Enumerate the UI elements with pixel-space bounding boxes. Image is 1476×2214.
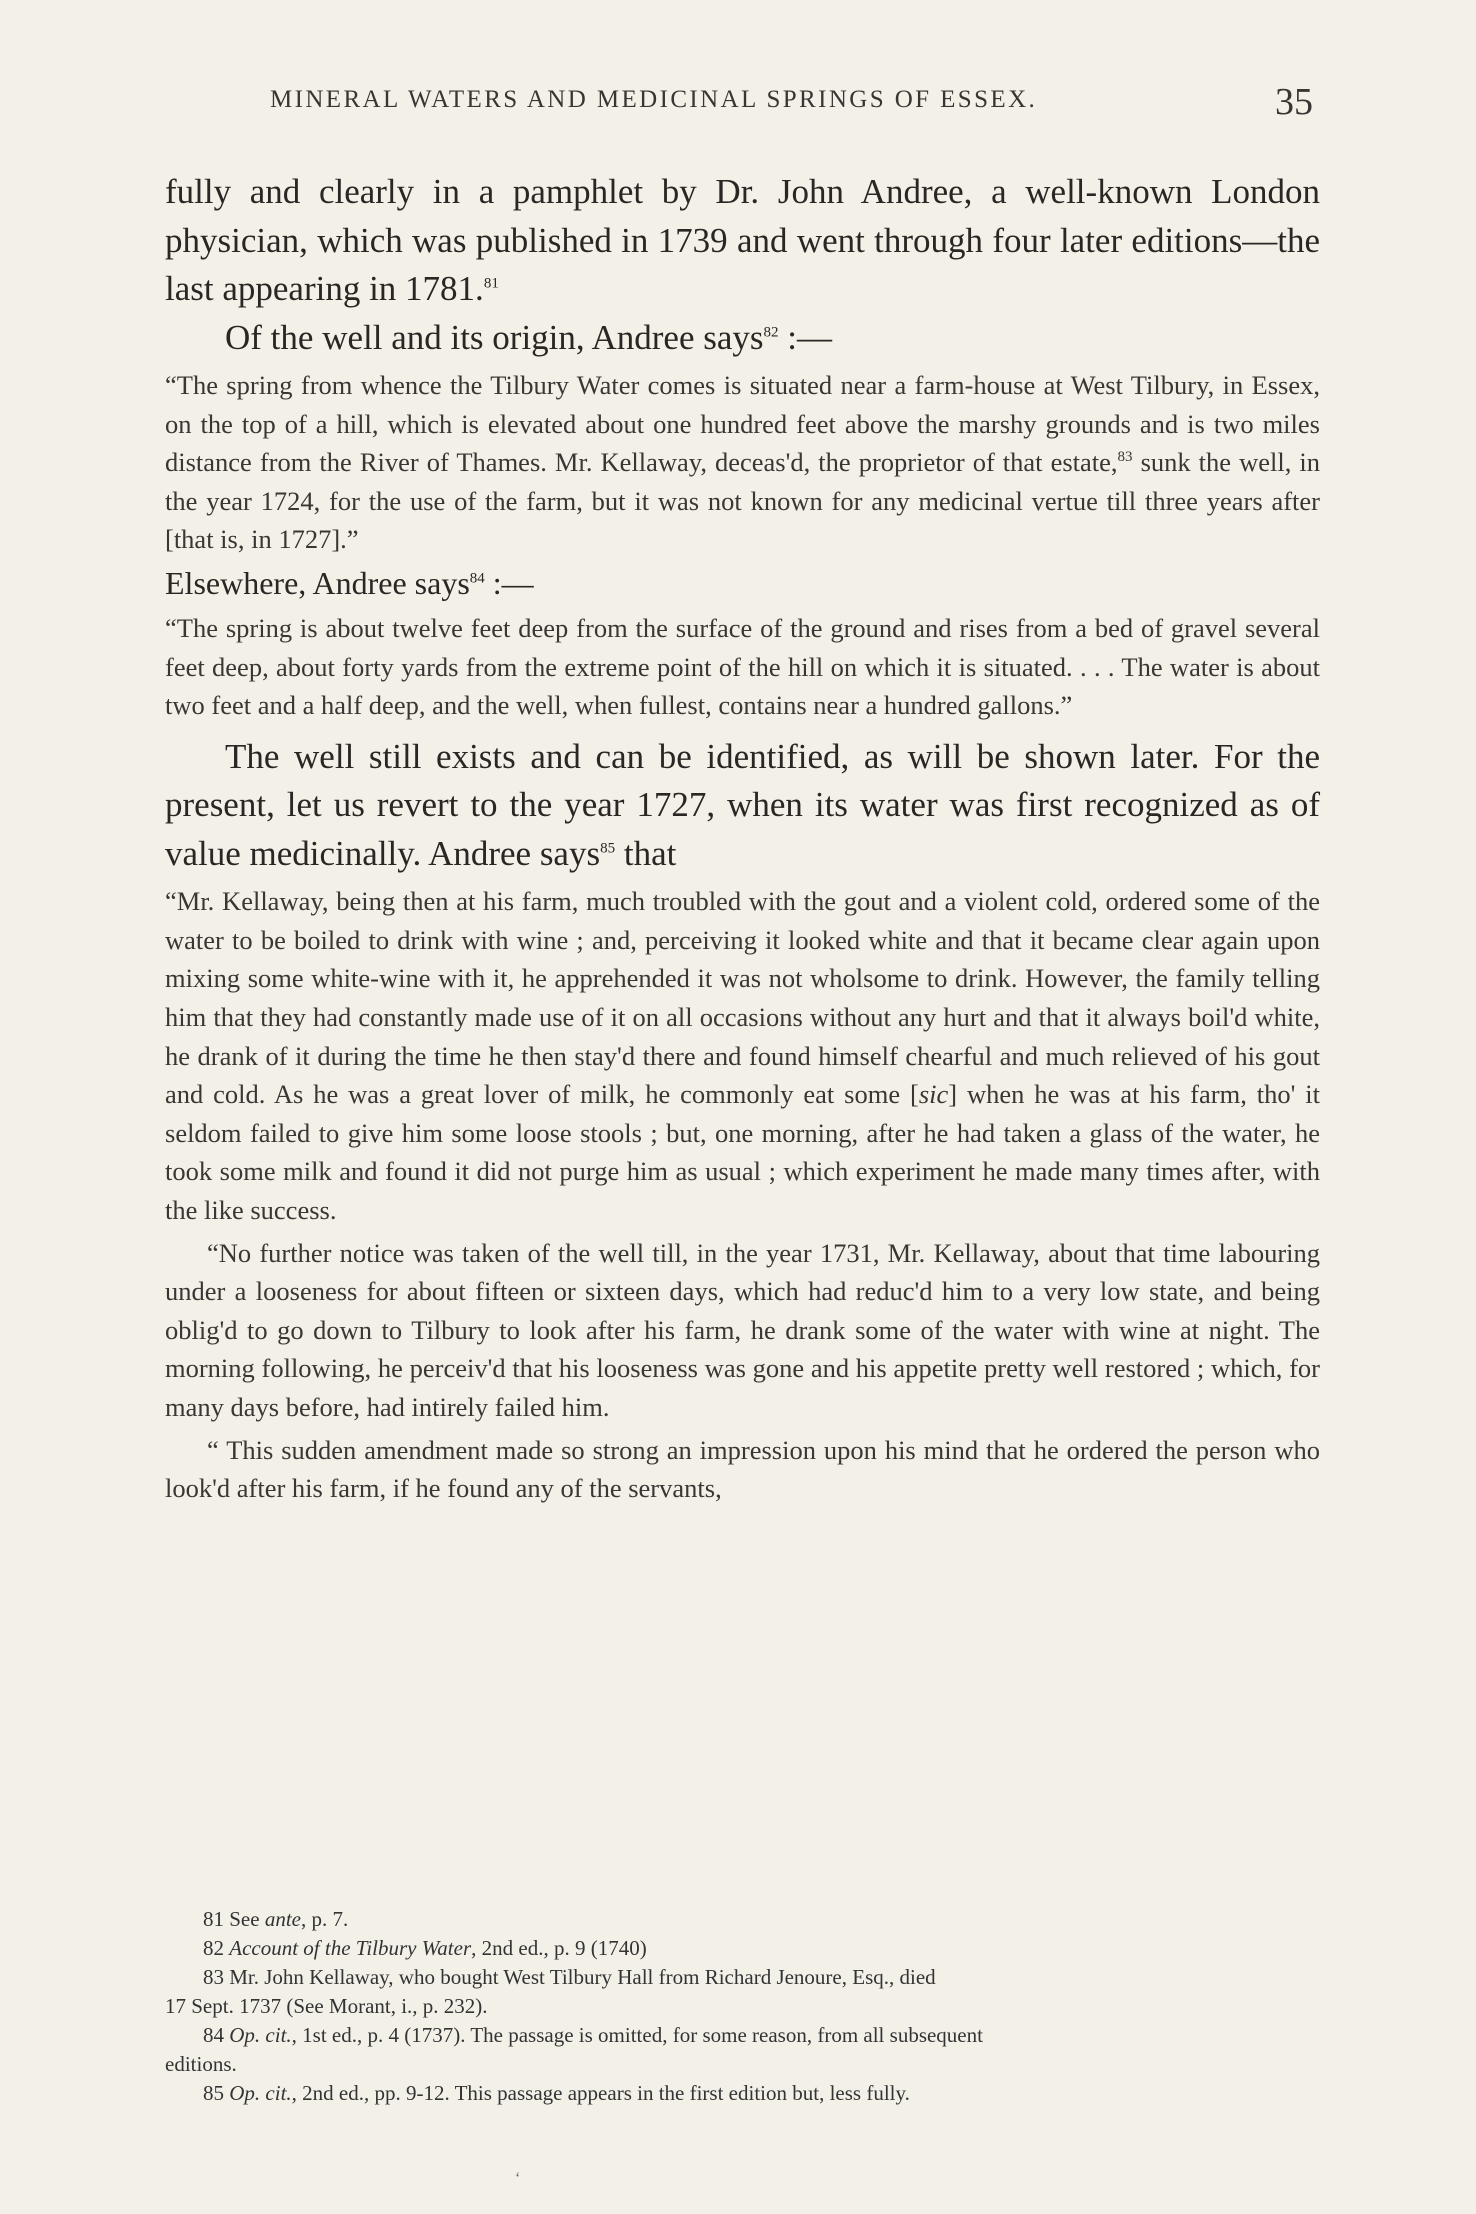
footnote-85-italic: Op. cit. [229,2081,292,2105]
paragraph-3-end: :— [484,564,534,601]
paragraph-1-text: fully and clearly in a pamphlet by Dr. John Andree, a well-known London physician, which was published in 1739 and went through four later editions—the last appearing in 1781. [165,172,1320,308]
footnote-ref-81: 81 [483,275,499,292]
footnote-84-number: 84 [203,2023,224,2047]
paragraph-4-end: that [615,833,677,873]
footnote-81 [165,1905,1320,1934]
footnote-81-number: 81 [203,1907,224,1931]
footnote-ref-82: 82 [763,323,779,340]
footnote-82-italic: Account of the Tilbury Water [229,1936,472,1960]
paragraph-3 [165,561,1320,605]
quotation-1-text: “The spring from whence the Tilbury Water comes is situated near a farm-house at West Tilbury, in Essex, on the top of a hill, which is elevated about one hundred feet above the marshy grounds and is two miles distance from the River of Thames. Mr. Kellaway, deceas'd, the proprietor of that estate, [165,370,1320,478]
footnote-85-text: , 2nd ed., pp. 9-12. This passage appears in the first edition but, less fully. [291,2081,910,2105]
running-head: MINERAL WATERS AND MEDICINAL SPRINGS OF ESSEX. [270,86,1038,113]
sic-annotation: sic [918,1079,949,1110]
footnote-83-text: Mr. John Kellaway, who bought West Tilbury Hall from Richard Jenoure, Esq., died [229,1965,936,1989]
footnote-81-italic: ante [264,1907,301,1931]
footnote-83-number: 83 [203,1965,224,1989]
footnote-82-number: 82 [203,1936,224,1960]
footnote-ref-83: 83 [1117,449,1133,466]
footnote-84-text: , 1st ed., p. 4 (1737). The passage is omitted, for some reason, from all subsequent [291,2023,983,2047]
footnote-81-end: , p. 7. [300,1907,349,1931]
footnote-ref-84: 84 [469,570,485,587]
footnote-84-continued: editions. [165,2052,237,2076]
footnote-84-italic: Op. cit. [229,2023,292,2047]
footnote-85 [165,2079,1320,2108]
quotation-2: “The spring is about twelve feet deep from the surface of the ground and rises from a bed of gravel several feet deep, about forty yards from the extreme point of the hill on which it is situated. . . . The water is about two feet and a half deep, and the well, when fullest, contains near a hundred gallons.” [165,612,1320,721]
quotation-1 [165,366,1320,559]
footnote-85-number: 85 [203,2081,224,2105]
footnote-83 [165,1963,1320,1992]
paragraph-3-text: Elsewhere, Andree says [165,564,470,601]
paragraph-2-end: :— [778,317,832,357]
footnote-82-end: , 2nd ed., p. 9 (1740) [471,1936,647,1960]
footnote-ref-85: 85 [600,840,616,857]
quotation-1-end: sunk the well, in the year 1724, for the use of the farm, but it was not known for any medicinal vertue till three years after [that is, in 1727].” [165,447,1320,555]
footnote-82 [165,1934,1320,1963]
paragraph-4 [165,733,1320,879]
print-mark: ‘ [515,2170,521,2187]
quotation-3 [165,882,1320,1229]
paragraph-2 [165,314,1320,363]
quotation-5: “ This sudden amendment made so strong an impression upon his mind that he ordered the person who look'd after his farm, if he found any of the servants, [165,1434,1320,1504]
footnote-84 [165,2021,1320,2050]
main-text [165,168,1320,1508]
quotation-3-end: ] when he was at his farm, tho' it seldom failed to give him some loose stools ; but, one morning, after he had taken a glass of the water, he took some milk and found it did not purge him as usual ; which experiment he made many times after, with the like success. [165,1079,1320,1225]
quotation-3-text: “Mr. Kellaway, being then at his farm, much troubled with the gout and a violent cold, ordered some of the water to be boiled to drink with wine ; and, perceiving it looked white and that it became clear again upon mixing some white-wine with it, he apprehended it was not wholsome to drink. However, the family telling him that they had constantly made use of it on all occasions without any hurt and that it always boil'd white, he drank of it during the time he then stay'd there and found himself chearful and much relieved of his gout and cold. As he was a great lover of milk, he commonly eat some [ [165,886,1320,1110]
paragraph-1 [165,168,1320,314]
footnote-81-text: See [229,1907,265,1931]
paragraph-4-text: The well still exists and can be identified, as will be shown later. For the present, let us revert to the year 1727, when its water was first recognized as of value medicinally. Andree says [165,736,1320,873]
footnote-83-continued: 17 Sept. 1737 (See Morant, i., p. 232). [165,1994,488,2018]
quotation-4: “No further notice was taken of the well till, in the year 1731, Mr. Kellaway, about that time labouring under a looseness for about fifteen or sixteen days, which had reduc'd him to a very low state, and being oblig'd to go down to Tilbury to look after his farm, he drank some of the water with wine at night. The morning following, he perceiv'd that his looseness was gone and his appetite pretty well restored ; which, for many days before, had intirely failed him. [165,1237,1320,1422]
footnotes [165,1905,1320,2108]
paragraph-2-text: Of the well and its origin, Andree says [225,317,764,357]
page-number: 35 [1275,81,1313,123]
